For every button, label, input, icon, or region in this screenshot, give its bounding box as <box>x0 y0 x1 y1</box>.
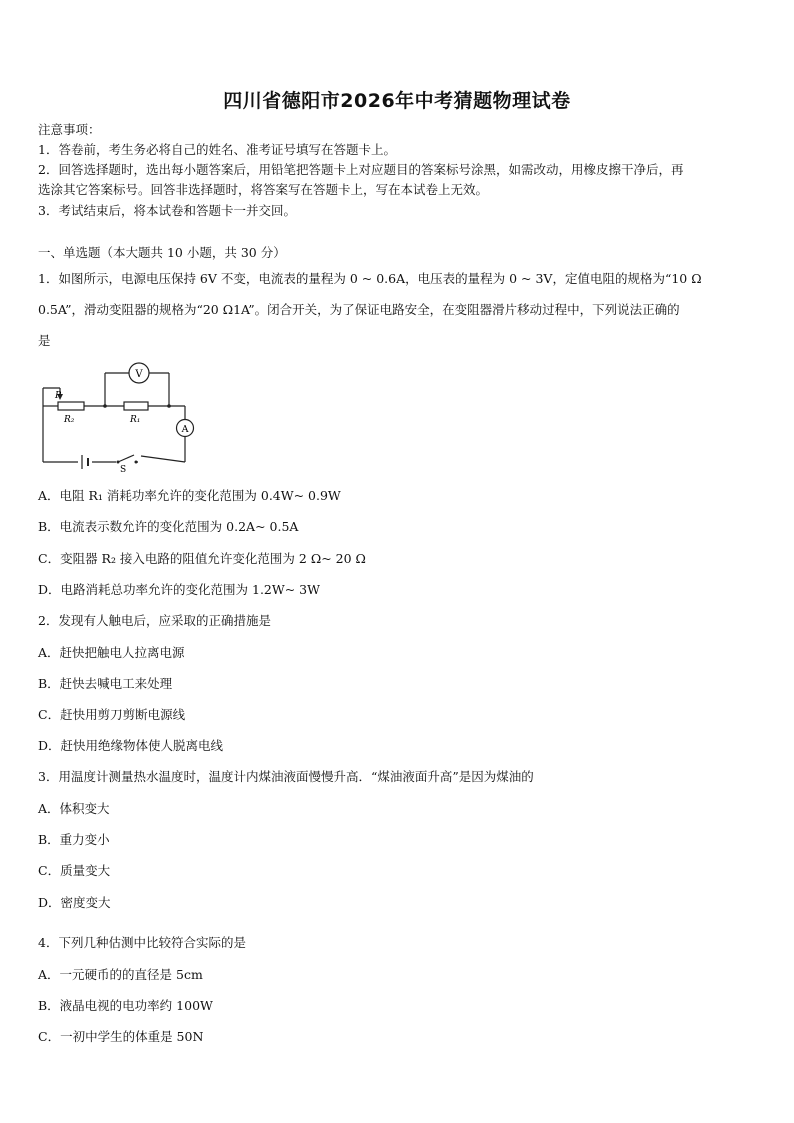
q4-option-c: C．一初中学生的体重是 50N <box>38 1029 204 1044</box>
q3-option-d: D．密度变大 <box>38 895 111 910</box>
r2-label: R₂ <box>64 415 75 425</box>
question-1-stem: 0.5A”，滑动变阻器的规格为“20 Ω1A”。闭合开关，为了保证电路安全，在变阻器滑片移动过程中，下列说法正确的 <box>38 302 680 317</box>
q2-option-c: C．赶快用剪刀剪断电源线 <box>38 707 186 722</box>
switch-lever <box>118 455 134 462</box>
question-3-stem: 3．用温度计测量热水温度时，温度计内煤油液面慢慢升高．“煤油液面升高”是因为煤油的 <box>38 769 534 784</box>
r1-resistor <box>124 402 148 410</box>
q2-option-d: D．赶快用绝缘物体使人脱离电线 <box>38 738 224 753</box>
slider-label: P <box>55 391 62 401</box>
q1-option-d: D．电路消耗总功率允许的变化范围为 1.2W~ 3W <box>38 582 320 597</box>
notice-item: 选涂其它答案标号。回答非选择题时，将答案写在答题卡上，写在本试卷上无效。 <box>38 182 489 197</box>
notice-item: 2．回答选择题时，选出每小题答案后，用铅笔把答题卡上对应题目的答案标号涂黑，如需改动，用橡皮擦干净后，再 <box>38 162 684 177</box>
question-1-stem: 1．如图所示，电源电压保持 6V 不变，电流表的量程为 0 ~ 0.6A，电压表的量程为 0 ~ 3V，定值电阻的规格为“10 Ω <box>38 271 702 286</box>
switch-label: S <box>120 465 127 472</box>
circuit-diagram <box>38 360 198 472</box>
q3-option-b: B．重力变小 <box>38 832 110 847</box>
q1-option-c: C．变阻器 R₂ 接入电路的阻值允许变化范围为 2 Ω~ 20 Ω <box>38 551 366 566</box>
q4-option-b: B．液晶电视的电功率约 100W <box>38 998 213 1013</box>
voltmeter-label: V <box>135 369 143 380</box>
q2-option-b: B．赶快去喊电工来处理 <box>38 676 173 691</box>
section-heading: 一、单选题（本大题共 10 小题，共 30 分） <box>38 245 286 260</box>
ammeter-label: A <box>181 424 189 435</box>
question-1-stem: 是 <box>38 333 51 348</box>
q2-option-a: A．赶快把触电人拉离电源 <box>38 645 185 660</box>
junction-dot <box>103 404 107 408</box>
r1-label: R₁ <box>130 415 141 425</box>
question-4-stem: 4．下列几种估测中比较符合实际的是 <box>38 935 246 950</box>
switch-contact <box>135 461 138 464</box>
question-2-stem: 2．发现有人触电后，应采取的正确措施是 <box>38 613 271 628</box>
page-title: 四川省德阳市2026年中考猜题物理试卷 <box>223 90 571 112</box>
q4-option-a: A．一元硬币的的直径是 5cm <box>38 967 203 982</box>
junction-dot <box>167 404 171 408</box>
q1-option-a: A．电阻 R₁ 消耗功率允许的变化范围为 0.4W~ 0.9W <box>38 488 341 503</box>
notice-item: 3．考试结束后，将本试卷和答题卡一并交回。 <box>38 203 296 218</box>
q3-option-c: C．质量变大 <box>38 863 111 878</box>
notice-heading: 注意事项： <box>38 122 101 137</box>
notice-item: 1．答卷前，考生务必将自己的姓名、准考证号填写在答题卡上。 <box>38 142 396 157</box>
q3-option-a: A．体积变大 <box>38 801 110 816</box>
q1-option-b: B．电流表示数允许的变化范围为 0.2A~ 0.5A <box>38 519 299 534</box>
r2-resistor <box>58 402 84 410</box>
